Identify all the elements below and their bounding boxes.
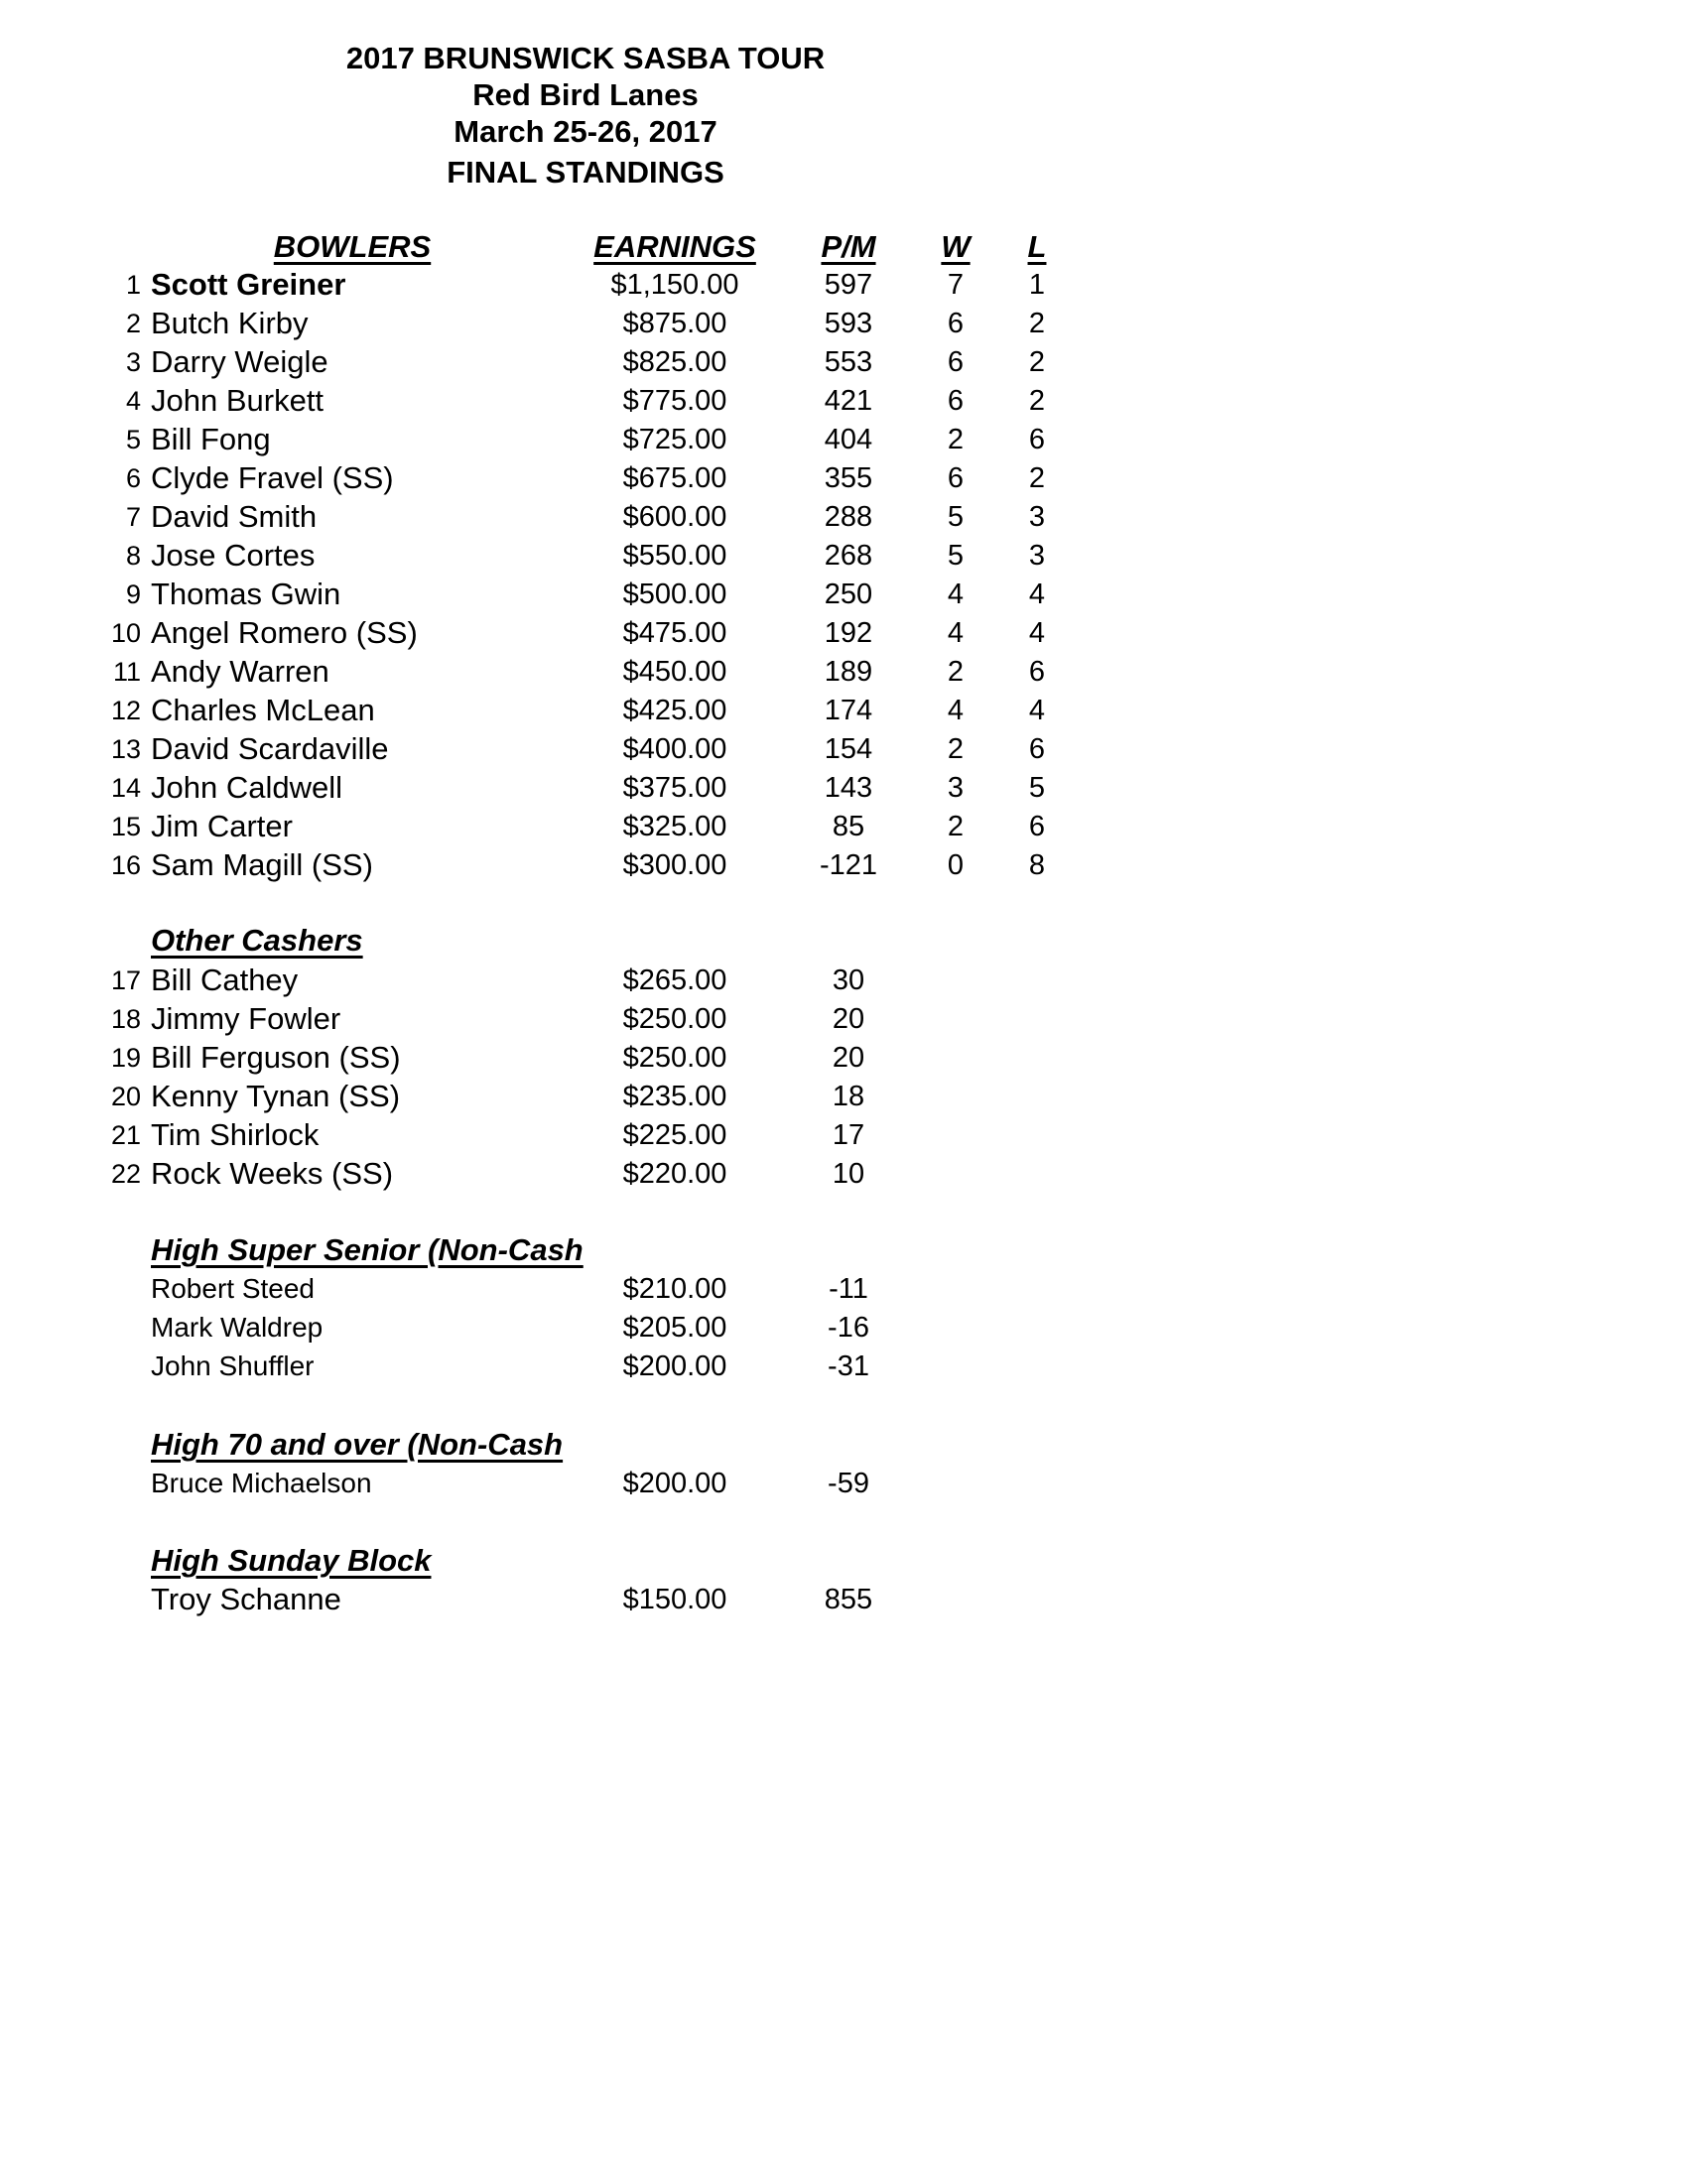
- earnings-value: $1,150.00: [610, 269, 739, 301]
- wins-value: 4: [947, 695, 965, 726]
- bowler-name: Andy Warren: [151, 654, 329, 689]
- wins-value: 3: [947, 772, 965, 804]
- pm-value: 85: [832, 811, 865, 842]
- losses-value: 6: [1028, 811, 1046, 842]
- earnings-value: $200.00: [622, 1468, 727, 1499]
- earnings-value: $425.00: [622, 695, 727, 726]
- seventy-over-row: [0, 1465, 1688, 1502]
- bowler-name: John Burkett: [151, 383, 325, 418]
- tour-title: 2017 BRUNSWICK SASBA TOUR: [345, 41, 826, 75]
- place-number: 14: [110, 773, 141, 803]
- pm-value: 189: [824, 656, 873, 688]
- bowler-name: Scott Greiner: [151, 267, 346, 302]
- bowler-name: Jim Carter: [151, 809, 293, 843]
- standings-title: FINAL STANDINGS: [447, 155, 724, 190]
- losses-value: 5: [1028, 772, 1046, 804]
- place-number: 12: [110, 696, 141, 725]
- losses-value: 6: [1028, 733, 1046, 765]
- earnings-value: $250.00: [622, 1042, 727, 1074]
- standings-row: [0, 266, 1688, 304]
- wins-value: 2: [947, 811, 965, 842]
- pm-value: 192: [824, 617, 873, 649]
- earnings-value: $875.00: [622, 308, 727, 339]
- document-header: [208, 40, 963, 191]
- high-super-senior-heading: High Super Senior (Non-Cash: [151, 1232, 584, 1267]
- standings-row: [0, 614, 1688, 652]
- pm-value: 30: [832, 964, 865, 996]
- casher-row: [0, 1000, 1688, 1038]
- standings-row: [0, 343, 1688, 381]
- pm-value: -31: [828, 1350, 869, 1382]
- place-number: 17: [110, 965, 141, 995]
- super-senior-row: [0, 1309, 1688, 1347]
- standings-row: [0, 808, 1688, 845]
- losses-value: 3: [1028, 501, 1046, 533]
- wins-value: 4: [947, 578, 965, 610]
- column-header-earnings: EARNINGS: [593, 229, 756, 264]
- bowler-name: Sam Magill (SS): [151, 847, 373, 882]
- standings-row: [0, 730, 1688, 768]
- place-number: 6: [125, 463, 141, 493]
- bowler-name: Robert Steed: [151, 1273, 315, 1304]
- losses-value: 6: [1028, 424, 1046, 455]
- place-number: 11: [112, 657, 141, 687]
- standings-row: [0, 459, 1688, 497]
- bowler-name: Bill Ferguson (SS): [151, 1040, 401, 1075]
- pm-value: 404: [824, 424, 873, 455]
- earnings-value: $220.00: [622, 1158, 727, 1190]
- standings-row: [0, 769, 1688, 807]
- pm-value: 154: [824, 733, 873, 765]
- bowler-name: Butch Kirby: [151, 306, 309, 340]
- wins-value: 2: [947, 656, 965, 688]
- pm-value: 143: [824, 772, 873, 804]
- wins-value: 6: [947, 385, 965, 417]
- wins-value: 5: [947, 540, 965, 572]
- venue-name: Red Bird Lanes: [472, 77, 699, 112]
- pm-value: 593: [824, 308, 873, 339]
- place-number: 21: [110, 1120, 141, 1150]
- bowler-name: Bill Cathey: [151, 963, 299, 997]
- place-number: 15: [110, 812, 141, 841]
- standings-row: [0, 305, 1688, 342]
- losses-value: 2: [1028, 346, 1046, 378]
- place-number: 1: [125, 270, 141, 300]
- losses-value: 2: [1028, 462, 1046, 494]
- standings-row: [0, 692, 1688, 729]
- place-number: 4: [125, 386, 141, 416]
- losses-value: 2: [1028, 308, 1046, 339]
- wins-value: 6: [947, 462, 965, 494]
- earnings-value: $205.00: [622, 1312, 727, 1344]
- bowler-name: David Smith: [151, 499, 318, 534]
- wins-value: 5: [947, 501, 965, 533]
- place-number: 20: [110, 1082, 141, 1111]
- losses-value: 8: [1028, 849, 1046, 881]
- earnings-value: $200.00: [622, 1350, 727, 1382]
- casher-row: [0, 1039, 1688, 1077]
- earnings-value: $675.00: [622, 462, 727, 494]
- column-header-w: W: [941, 229, 971, 264]
- pm-value: -16: [828, 1312, 869, 1344]
- other-cashers-heading: Other Cashers: [151, 923, 363, 958]
- place-number: 8: [125, 541, 141, 571]
- earnings-value: $250.00: [622, 1003, 727, 1035]
- earnings-value: $550.00: [622, 540, 727, 572]
- bowler-name: Jimmy Fowler: [151, 1001, 341, 1036]
- losses-value: 4: [1028, 617, 1046, 649]
- bowler-name: Jose Cortes: [151, 538, 316, 573]
- bowler-name: Mark Waldrep: [151, 1312, 324, 1343]
- wins-value: 2: [947, 733, 965, 765]
- earnings-value: $225.00: [622, 1119, 727, 1151]
- earnings-value: $725.00: [622, 424, 727, 455]
- standings-row: [0, 498, 1688, 536]
- wins-value: 4: [947, 617, 965, 649]
- bowler-name: Tim Shirlock: [151, 1117, 320, 1152]
- pm-value: 597: [824, 269, 873, 301]
- casher-row: [0, 1155, 1688, 1193]
- bowler-name: Bruce Michaelson: [151, 1468, 372, 1498]
- bowler-name: Bill Fong: [151, 422, 271, 456]
- column-header-row: [0, 228, 1688, 266]
- standings-row: [0, 846, 1688, 884]
- place-number: 19: [110, 1043, 141, 1073]
- standings-row: [0, 382, 1688, 420]
- bowler-name: Angel Romero (SS): [151, 615, 418, 650]
- bowler-name: Kenny Tynan (SS): [151, 1079, 401, 1113]
- wins-value: 6: [947, 308, 965, 339]
- losses-value: 3: [1028, 540, 1046, 572]
- pm-value: 855: [824, 1584, 873, 1615]
- pm-value: 174: [824, 695, 873, 726]
- pm-value: 250: [824, 578, 873, 610]
- place-number: 2: [125, 309, 141, 338]
- pm-value: 268: [824, 540, 873, 572]
- pm-value: 288: [824, 501, 873, 533]
- pm-value: -121: [819, 849, 878, 881]
- wins-value: 2: [947, 424, 965, 455]
- losses-value: 1: [1028, 269, 1046, 301]
- place-number: 5: [125, 425, 141, 454]
- earnings-value: $235.00: [622, 1081, 727, 1112]
- standings-row: [0, 421, 1688, 458]
- standings-row: [0, 537, 1688, 575]
- losses-value: 2: [1028, 385, 1046, 417]
- pm-value: 10: [832, 1158, 865, 1190]
- column-header-pm: P/M: [821, 229, 876, 264]
- bowler-name: John Caldwell: [151, 770, 342, 805]
- pm-value: 553: [824, 346, 873, 378]
- earnings-value: $300.00: [622, 849, 727, 881]
- bowler-name: Thomas Gwin: [151, 577, 341, 611]
- earnings-value: $150.00: [622, 1584, 727, 1615]
- pm-value: -59: [828, 1468, 869, 1499]
- bowler-name: Charles McLean: [151, 693, 375, 727]
- place-number: 13: [110, 734, 141, 764]
- place-number: 7: [125, 502, 141, 532]
- pm-value: 17: [832, 1119, 865, 1151]
- sunday-block-row: [0, 1581, 1688, 1618]
- standings-row: [0, 576, 1688, 613]
- pm-value: 355: [824, 462, 873, 494]
- earnings-value: $825.00: [622, 346, 727, 378]
- earnings-value: $450.00: [622, 656, 727, 688]
- place-number: 3: [125, 347, 141, 377]
- earnings-value: $375.00: [622, 772, 727, 804]
- column-header-l: L: [1027, 229, 1047, 264]
- high-70-over-heading: High 70 and over (Non-Cash: [151, 1427, 564, 1462]
- earnings-value: $325.00: [622, 811, 727, 842]
- losses-value: 4: [1028, 695, 1046, 726]
- earnings-value: $600.00: [622, 501, 727, 533]
- losses-value: 4: [1028, 578, 1046, 610]
- place-number: 16: [110, 850, 141, 880]
- earnings-value: $475.00: [622, 617, 727, 649]
- place-number: 18: [110, 1004, 141, 1034]
- bowler-name: John Shuffler: [151, 1350, 315, 1381]
- wins-value: 0: [947, 849, 965, 881]
- place-number: 22: [110, 1159, 141, 1189]
- earnings-value: $500.00: [622, 578, 727, 610]
- pm-value: 20: [832, 1042, 865, 1074]
- bowler-name: Troy Schanne: [151, 1582, 341, 1616]
- super-senior-row: [0, 1348, 1688, 1385]
- earnings-value: $400.00: [622, 733, 727, 765]
- earnings-value: $775.00: [622, 385, 727, 417]
- wins-value: 6: [947, 346, 965, 378]
- bowler-name: Clyde Fravel (SS): [151, 460, 394, 495]
- losses-value: 6: [1028, 656, 1046, 688]
- event-dates: March 25-26, 2017: [454, 114, 717, 149]
- casher-row: [0, 962, 1688, 999]
- place-number: 9: [125, 579, 141, 609]
- pm-value: 20: [832, 1003, 865, 1035]
- pm-value: 421: [824, 385, 873, 417]
- earnings-value: $210.00: [622, 1273, 727, 1305]
- bowler-name: David Scardaville: [151, 731, 389, 766]
- bowler-name: Rock Weeks (SS): [151, 1156, 394, 1191]
- casher-row: [0, 1078, 1688, 1115]
- pm-value: -11: [829, 1273, 868, 1305]
- super-senior-row: [0, 1270, 1688, 1308]
- standings-row: [0, 653, 1688, 691]
- earnings-value: $265.00: [622, 964, 727, 996]
- pm-value: 18: [832, 1081, 865, 1112]
- bowler-name: Darry Weigle: [151, 344, 328, 379]
- casher-row: [0, 1116, 1688, 1154]
- wins-value: 7: [947, 269, 965, 301]
- column-header-bowlers: BOWLERS: [273, 229, 432, 264]
- place-number: 10: [110, 618, 141, 648]
- high-sunday-block-heading: High Sunday Block: [151, 1543, 432, 1578]
